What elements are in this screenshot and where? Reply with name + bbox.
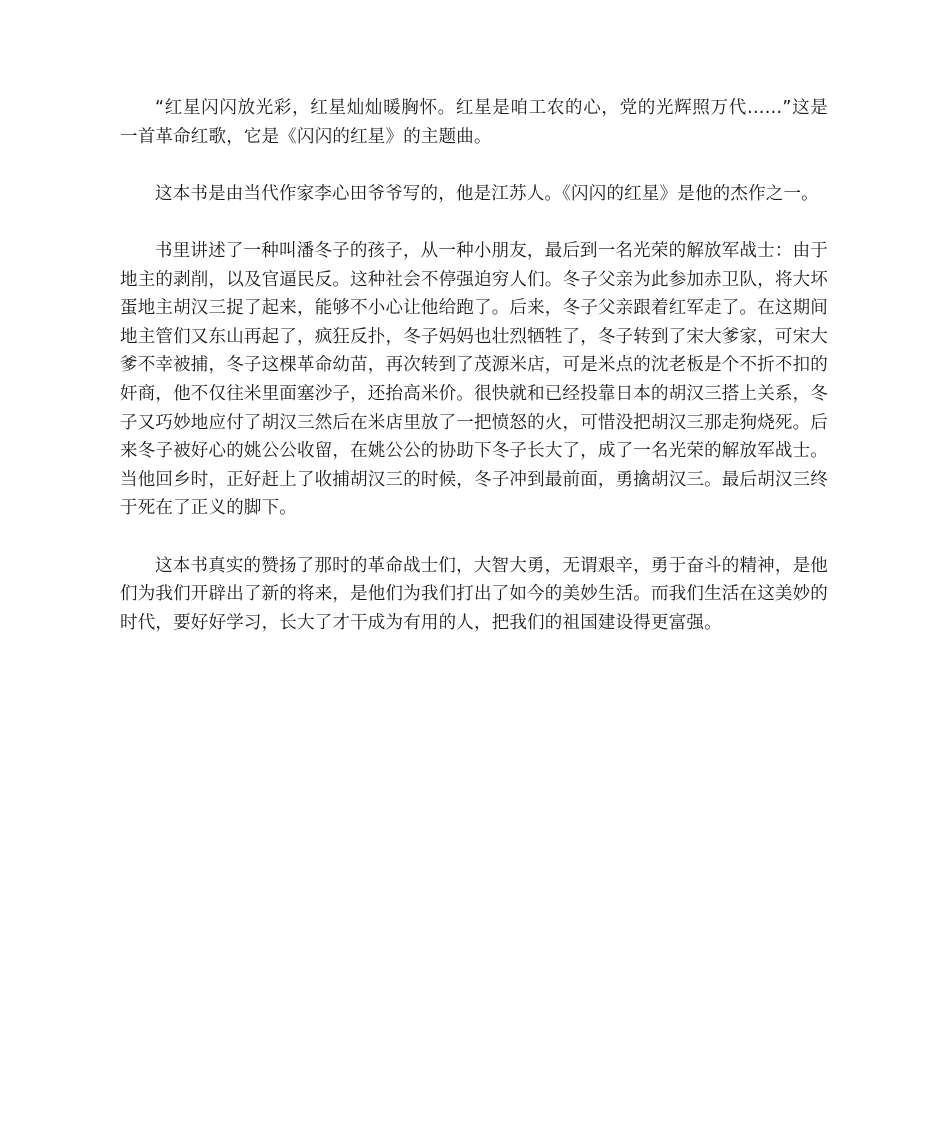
- paragraph-conclusion: 这本书真实的赞扬了那时的革命战士们，大智大勇，无谓艰辛，勇于奋斗的精神，是他们为我们开辟出了新的将来，是他们为我们打出了如今的美妙生活。而我们生活在这美妙的时代，要好好学习，长大了才干成为有用的人，把我们的祖国建设得更富强。: [120, 555, 828, 633]
- document-page: [120, 94, 828, 666]
- paragraph-plot: 书里讲述了一种叫潘冬子的孩子，从一种小朋友，最后到一名光荣的解放军战士：由于地主的剥削，以及官逼民反。这种社会不停强迫穷人们。冬子父亲为此参加赤卫队，将大坏蛋地主胡汉三捉了起来，能够不小心让他给跑了。后来，冬子父亲跟着红军走了。在这期间地主管们又东山再起了，疯狂反扑，冬子妈妈也壮烈牺牲了，冬子转到了宋大爹家，可宋大爹不幸被捕，冬子这棵革命幼苗，再次转到了茂源米店，可是米点的沈老板是个不折不扣的奸商，他不仅往米里面塞沙子，还抬高米价。很快就和已经投靠日本的胡汉三搭上关系，冬子又巧妙地应付了胡汉三然后在米店里放了一把愤怒的火，可惜没把胡汉三那走狗烧死。后来冬子被好心的姚公公收留，在姚公公的协助下冬子长大了，成了一名光荣的解放军战士。当他回乡时，正好赶上了收捕胡汉三的时候，冬子冲到最前面，勇擒胡汉三。最后胡汉三终于死在了正义的脚下。: [120, 240, 828, 519]
- paragraph-intro: “红星闪闪放光彩，红星灿灿暖胸怀。红星是咱工农的心，党的光辉照万代……”这是一首革命红歌，它是《闪闪的红星》的主题曲。: [120, 98, 828, 147]
- paragraph-author: 这本书是由当代作家李心田爷爷写的，他是江苏人。《闪闪的红星》是他的杰作之一。: [155, 183, 819, 204]
